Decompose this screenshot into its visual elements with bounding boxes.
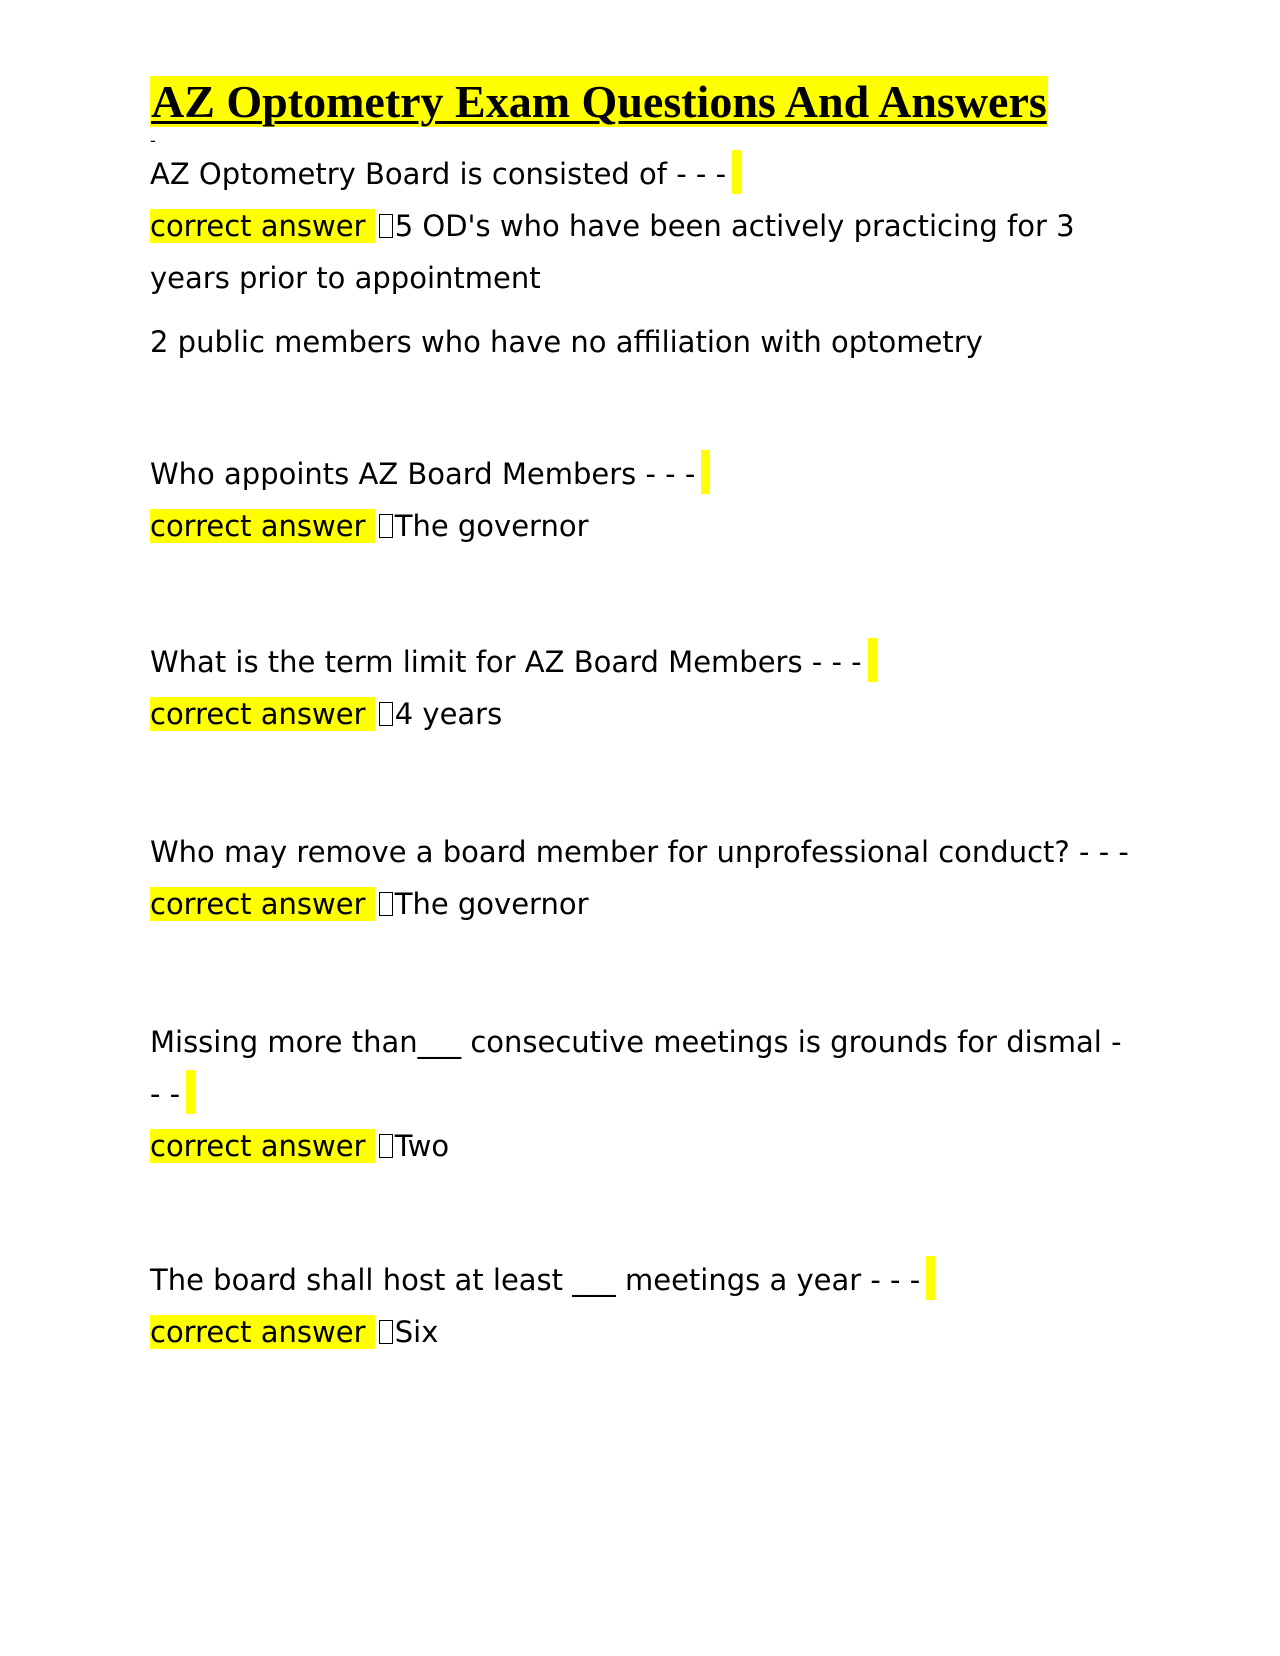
answer-text-continued: years prior to appointment — [150, 261, 541, 295]
answer-line — [150, 200, 1130, 252]
answer-text: 5 OD's who have been actively practicing for 3 — [394, 209, 1075, 243]
qa-item — [150, 448, 1130, 552]
question-text: AZ Optometry Board is consisted of - - - — [150, 148, 1130, 200]
qa-item — [150, 1254, 1130, 1358]
answer-label: correct answer — [150, 1315, 366, 1349]
missing-glyph-icon — [379, 214, 393, 238]
answer-label: correct answer — [150, 209, 366, 243]
missing-glyph-icon — [379, 1320, 393, 1344]
highlight-marker — [186, 1070, 195, 1114]
missing-glyph-icon — [379, 1134, 393, 1158]
answer-text: The governor — [394, 509, 589, 543]
question-text: Missing more than___ consecutive meetings is grounds for dismal - — [150, 1025, 1122, 1059]
highlight-marker — [701, 450, 710, 494]
answer-line — [150, 1120, 1130, 1172]
missing-glyph-icon — [379, 514, 393, 538]
qa-item — [150, 1016, 1130, 1172]
title-dash: - — [150, 131, 156, 150]
answer-label: correct answer — [150, 509, 366, 543]
highlight-marker — [732, 150, 741, 194]
answer-text: Two — [394, 1129, 450, 1163]
answer-label: correct answer — [150, 1129, 366, 1163]
highlight-marker — [926, 1256, 935, 1300]
question-text: Who may remove a board member for unprofessional conduct? - - - — [150, 835, 1129, 869]
answer-label: correct answer — [150, 887, 366, 921]
answer-text: Six — [394, 1315, 439, 1349]
qa-item — [150, 636, 1130, 740]
answer-text: The governor — [394, 887, 589, 921]
question-text: Who appoints AZ Board Members - - - — [150, 448, 1130, 500]
answer-extra-text: 2 public members who have no affiliation with optometry — [150, 325, 983, 359]
answer-line — [150, 688, 1130, 740]
missing-glyph-icon — [379, 892, 393, 916]
question-text-continued: - - — [150, 1068, 1130, 1120]
question-text: The board shall host at least ___ meetings a year - - - — [150, 1254, 1130, 1306]
answer-line — [150, 878, 1130, 930]
answer-label: correct answer — [150, 697, 366, 731]
answer-line — [150, 500, 1130, 552]
highlight-marker — [868, 638, 877, 682]
question-text: What is the term limit for AZ Board Members - - - — [150, 636, 1130, 688]
document-title: AZ Optometry Exam Questions And Answers — [151, 76, 1047, 127]
qa-item — [150, 148, 1130, 368]
title-block — [150, 74, 1130, 130]
qa-item — [150, 826, 1130, 930]
answer-line — [150, 1306, 1130, 1358]
missing-glyph-icon — [379, 702, 393, 726]
answer-text: 4 years — [394, 697, 503, 731]
document-page — [150, 74, 1130, 1358]
